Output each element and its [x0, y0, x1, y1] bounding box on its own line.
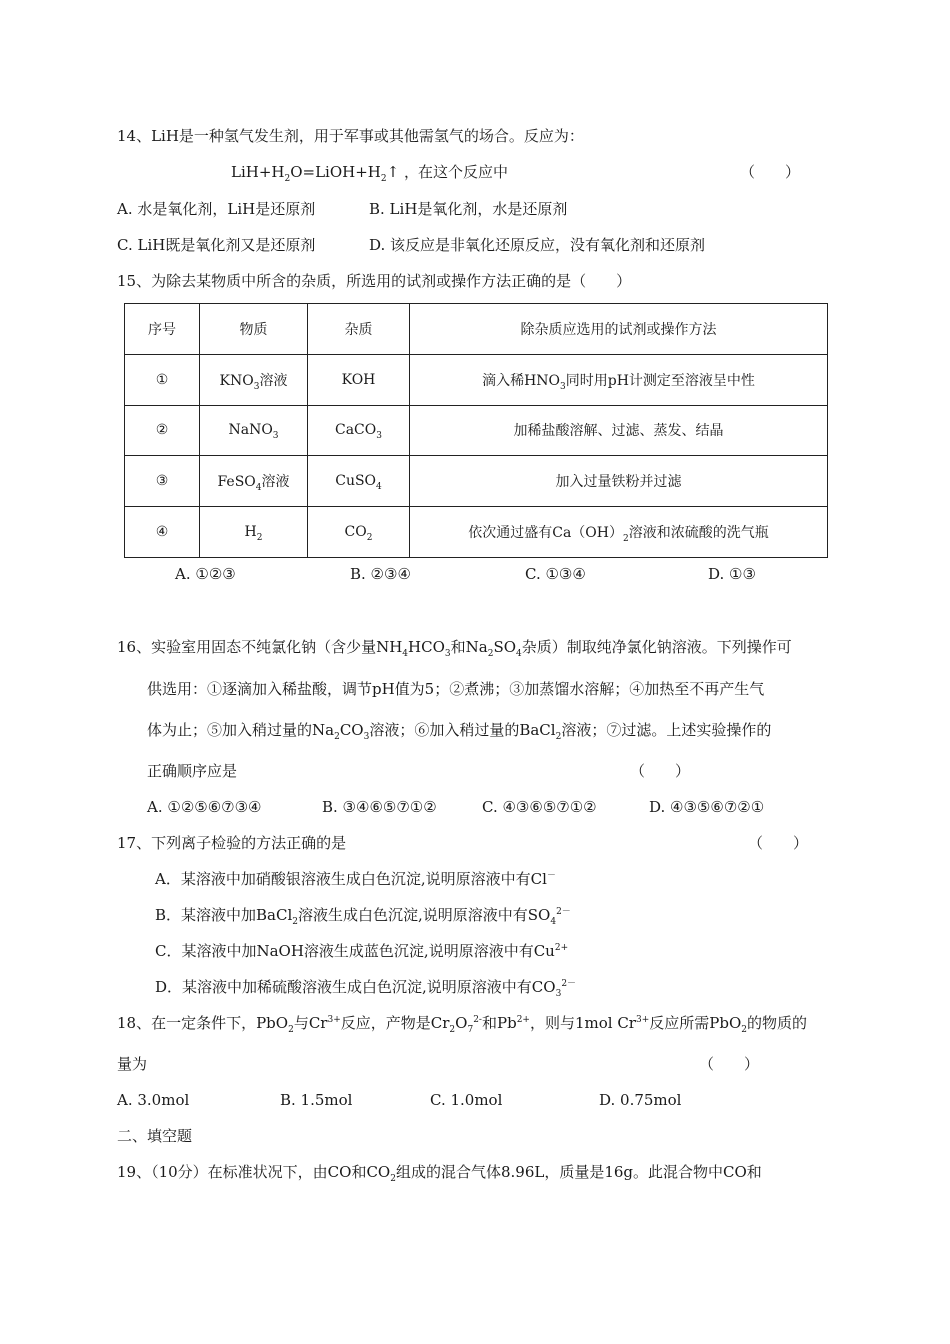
q18-option-d: D. 0.75mol [599, 1091, 682, 1109]
q18-answer-blank: （ ） [699, 1055, 760, 1073]
q15-table [124, 303, 828, 558]
q14-option-b: B. LiH是氧化剂，水是还原剂 [369, 200, 568, 218]
method-cell: 滴入稀$HNO_3$同时用pH计测定至溶液呈中性 [410, 354, 828, 405]
q16-line-1: 16、实验室用固态不纯氯化钠（含少量$NH_4HCO_3$和$Na_2SO_4$杂质）制取纯净氯化钠溶液。下列操作可 [117, 638, 792, 659]
q16-option-b: B. ③④⑥⑤⑦①② [322, 798, 437, 816]
section-title: 二、填空题 [117, 1127, 193, 1145]
q17-answer-blank: （ ） [748, 834, 809, 852]
table-row [125, 456, 828, 507]
q17-option-b: B．某溶液中加BaCl$_2$溶液生成白色沉淀,说明原溶液中有$SO_4^{2-}$ [155, 906, 571, 927]
q14-option-a: A. 水是氧化剂，LiH是还原剂 [117, 200, 316, 218]
q18-option-a: A. 3.0mol [117, 1091, 190, 1109]
header-cell: 序号 [125, 304, 200, 355]
method-cell: 加稀盐酸溶解、过滤、蒸发、结晶 [410, 405, 828, 456]
table-header-row [125, 304, 828, 355]
q14-answer-blank: （ ） [740, 163, 801, 181]
q14-equation-tail: 在这个反应中 [418, 163, 509, 181]
q14-option-d: D. 该反应是非氧化还原反应，没有氧化剂和还原剂 [369, 236, 706, 254]
row-number: ④ [125, 507, 200, 558]
q16-line-3: 体为止；⑤加入稍过量的$Na_2CO_3$溶液；⑥加入稍过量的BaCl$_2$溶液；⑦过滤。上述实验操作的 [147, 721, 772, 742]
q14-stem: 14、LiH是一种氢气发生剂，用于军事或其他需氢气的场合。反应为： [117, 127, 584, 145]
table-row [125, 354, 828, 405]
q18-line-2: 量为 [117, 1055, 148, 1073]
q16-line-4: 正确顺序应是 [147, 762, 238, 780]
q15-option-a: A. ①②③ [175, 565, 236, 583]
q18-line-1: 18、在一定条件下，PbO$_2$与$Cr^{3+}$反应，产物是$Cr_2O_7^{2-}$和$Pb^{2+}$，则与1mol $Cr^{3+}$反应所需PbO$_2$的物质的 [117, 1014, 808, 1035]
table-row [125, 507, 828, 558]
row-number: ③ [125, 456, 200, 507]
header-cell: 物质 [200, 304, 308, 355]
q15-stem: 15、为除去某物质中所含的杂质，所选用的试剂或操作方法正确的是（ ） [117, 272, 632, 290]
q18-option-b: B. 1.5mol [280, 1091, 353, 1109]
substance-cell: NaNO$_3$ [200, 405, 308, 456]
q14-option-c: C. LiH既是氧化剂又是还原剂 [117, 236, 316, 254]
q15-option-d: D. ①③ [708, 565, 756, 583]
substance-cell: FeSO$_4$溶液 [200, 456, 308, 507]
q16-option-d: D. ④③⑤⑥⑦②① [649, 798, 765, 816]
table-row [125, 405, 828, 456]
header-cell: 除杂质应选用的试剂或操作方法 [410, 304, 828, 355]
q16-line-2: 供选用：①逐滴加入稀盐酸，调节pH值为5；②煮沸；③加蒸馏水溶解；④加热至不再产生气 [147, 680, 765, 698]
row-number: ② [125, 405, 200, 456]
method-cell: 依次通过盛有$Ca(OH)_2$溶液和浓硫酸的洗气瓶 [410, 507, 828, 558]
q15-option-b: B. ②③④ [350, 565, 411, 583]
header-cell: 杂质 [308, 304, 410, 355]
q19-line-1: 19、（10分）在标准状况下，由CO和$CO_2$组成的混合气体8.96L，质量是16g。此混合物中CO和 [117, 1163, 762, 1184]
q14-equation: $LiH+H_2O=LiOH+H_2↑$ ， [231, 163, 419, 184]
q15-option-c: C. ①③④ [525, 565, 586, 583]
q18-option-c: C. 1.0mol [430, 1091, 503, 1109]
row-number: ① [125, 354, 200, 405]
q17-stem: 17、下列离子检验的方法正确的是 [117, 834, 347, 852]
impurity-cell: CuSO$_4$ [308, 456, 410, 507]
q16-option-a: A. ①②⑤⑥⑦③④ [147, 798, 262, 816]
impurity-cell: CaCO$_3$ [308, 405, 410, 456]
q17-option-c: C．某溶液中加NaOH溶液生成蓝色沉淀,说明原溶液中有$Cu^{2+}$ [155, 942, 569, 960]
q16-option-c: C. ④③⑥⑤⑦①② [482, 798, 597, 816]
q16-answer-blank: （ ） [630, 762, 691, 780]
q17-option-a: A．某溶液中加硝酸银溶液生成白色沉淀,说明原溶液中有Cl－ [155, 870, 556, 888]
method-cell: 加入过量铁粉并过滤 [410, 456, 828, 507]
impurity-cell: $CO_2$ [308, 507, 410, 558]
substance-cell: $H_2$ [200, 507, 308, 558]
substance-cell: $KNO_3$溶液 [200, 354, 308, 405]
q17-option-d: D．某溶液中加稀硫酸溶液生成白色沉淀,说明原溶液中有$CO_3^{2-}$ [155, 978, 577, 999]
impurity-cell: KOH [308, 354, 410, 405]
